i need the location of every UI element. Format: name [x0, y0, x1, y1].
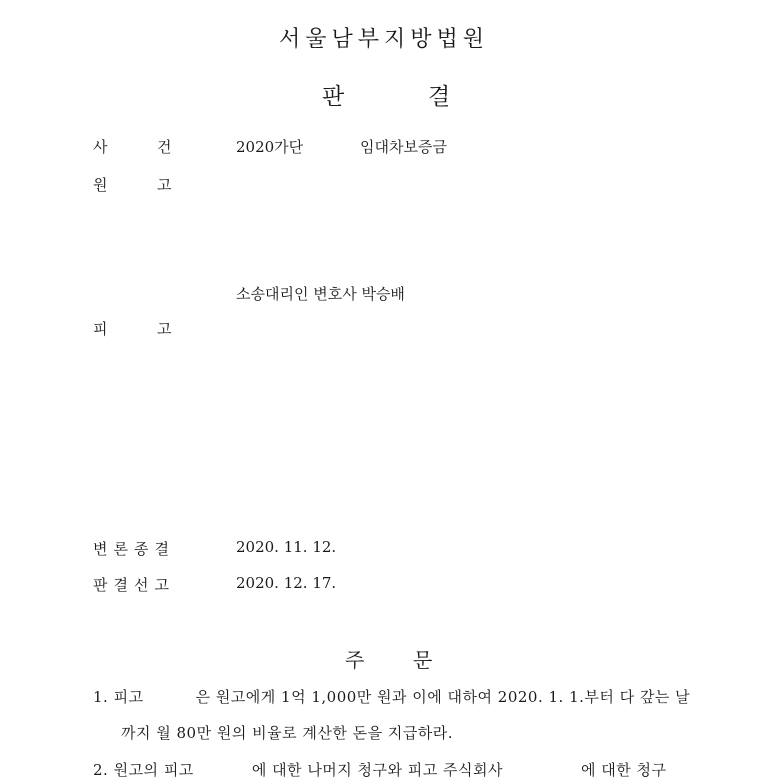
document-title-part-1: 판 — [322, 84, 345, 110]
judgment-date-label: 판결선고 — [93, 576, 175, 594]
order-heading-part-2: 문 — [413, 648, 433, 672]
order-item-2-end: 에 대한 청구 — [581, 761, 667, 779]
hearing-end-label: 변론종결 — [93, 540, 175, 558]
order-item-1-line-1 — [93, 686, 690, 707]
order-item-1-text: 은 원고에게 1억 1,000만 원과 이에 대하여 2020. 1. 1.부터 다 갚는 날 — [195, 688, 691, 706]
case-label-2: 건 — [157, 138, 172, 156]
court-name: 서울남부지방법원 — [278, 27, 490, 52]
plaintiff-label-2: 고 — [157, 176, 172, 194]
order-item-1-prefix: 1. 피고 — [93, 688, 144, 706]
case-subject: 임대차보증금 — [360, 138, 447, 156]
plaintiff-label-1: 원 — [93, 176, 108, 194]
order-item-2-line-1 — [93, 759, 667, 780]
case-label-1: 사 — [93, 138, 108, 156]
judgment-date: 2020. 12. 17. — [236, 574, 337, 592]
case-number: 2020가단 — [236, 138, 304, 156]
plaintiff-counsel: 소송대리인 변호사 박승배 — [236, 285, 405, 303]
order-item-1-line-2: 까지 월 80만 원의 비율로 계산한 돈을 지급하라. — [121, 724, 454, 742]
hearing-end-date: 2020. 11. 12. — [236, 538, 337, 556]
order-item-2-mid: 에 대한 나머지 청구와 피고 주식회사 — [251, 761, 504, 779]
document-title-part-2: 결 — [428, 84, 451, 110]
order-item-2-prefix: 2. 원고의 피고 — [93, 761, 194, 779]
order-heading-part-1: 주 — [345, 648, 365, 672]
defendant-label-1: 피 — [93, 320, 108, 338]
defendant-label-2: 고 — [157, 320, 172, 338]
